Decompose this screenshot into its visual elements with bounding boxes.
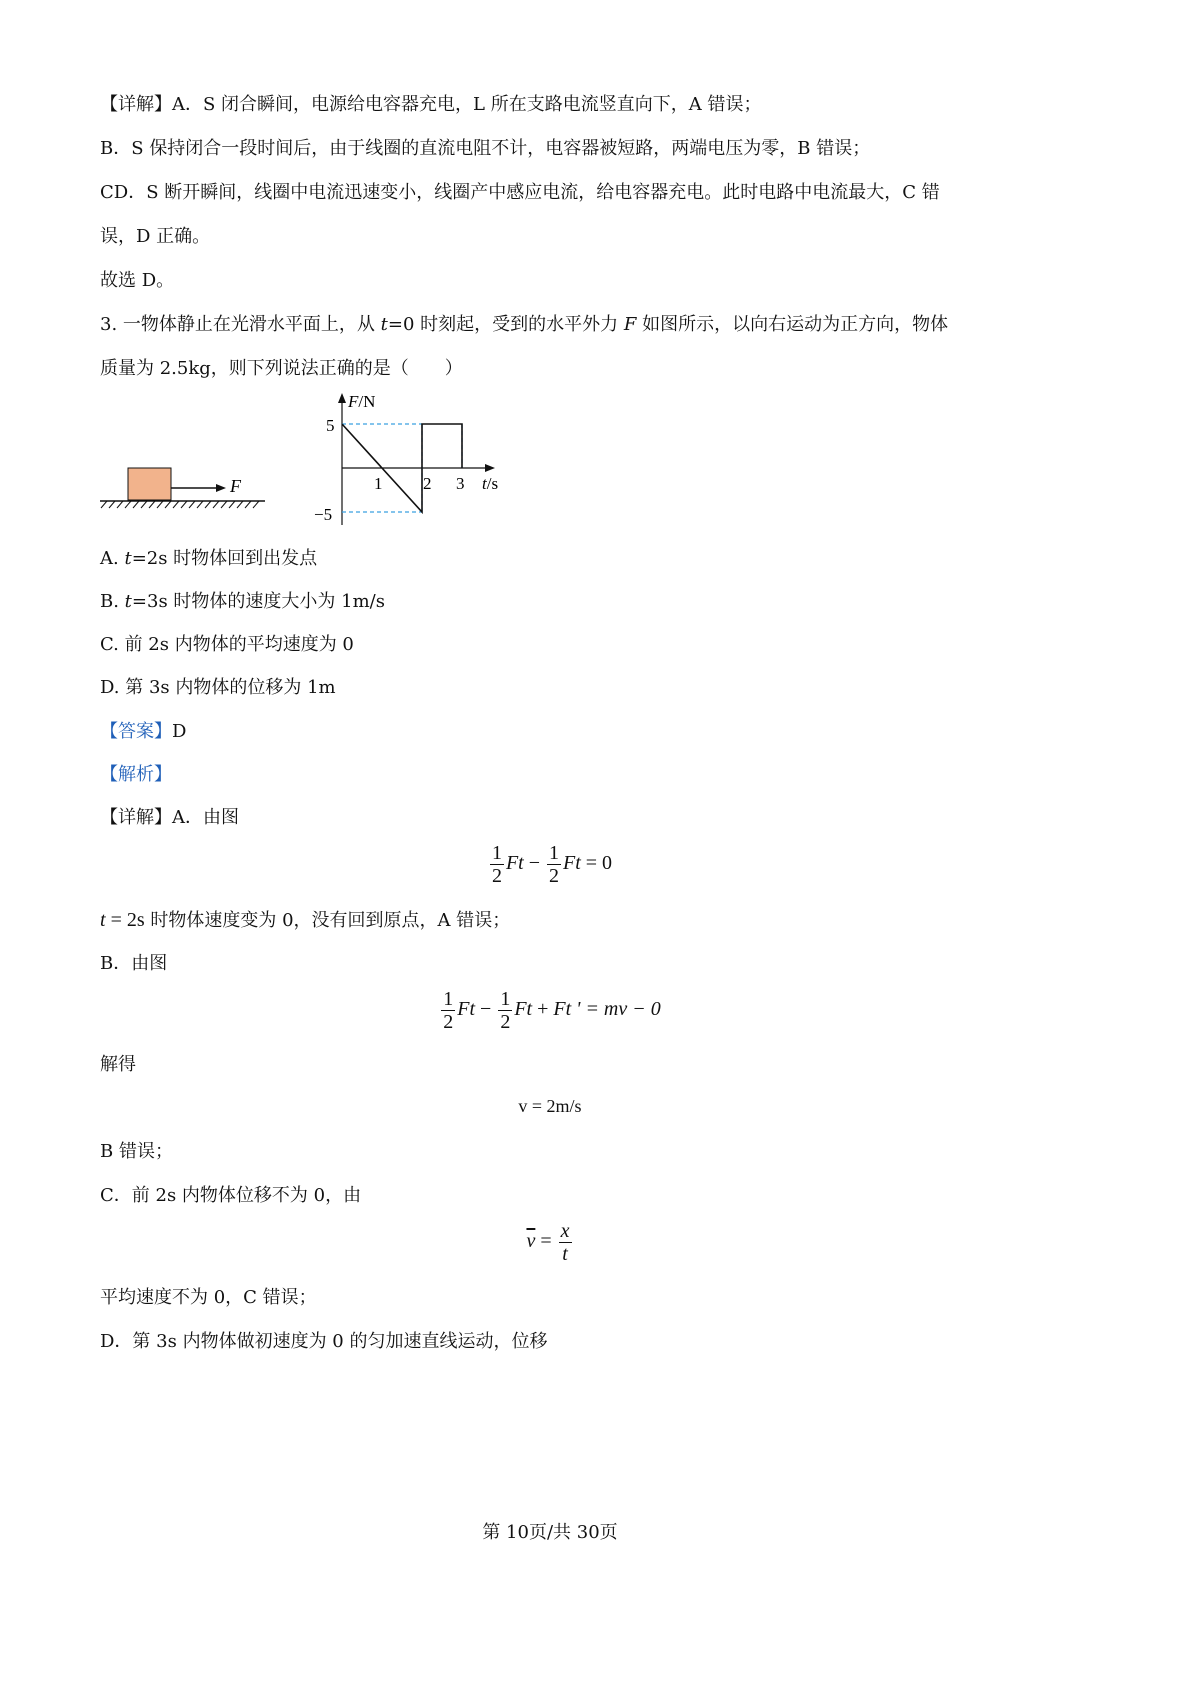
fraction-x-over-t: $\frac{x}{t}$ [560,1220,570,1265]
solution-b-intro: B．由图 [100,953,168,974]
y-tick-neg5: −5 [314,505,333,524]
equation-c: $\overline{v}$ = $\frac{x}{t}$ [526,1220,570,1265]
fraction-half: $\frac{1}{2}$ [500,988,511,1033]
solution-b-result: B 错误； [100,1141,173,1162]
ground-hatch [101,501,259,508]
x-tick-3: 3 [456,474,465,493]
option-d: D. 第 3s 内物体的位移为 1m [100,677,336,698]
stem-var-t: t [380,314,388,335]
force-time-graph [300,385,515,535]
y-tick-5: 5 [326,416,335,435]
option-b-label: B. [100,591,125,612]
option-b-var: t [124,591,132,612]
answer-value: D [172,721,187,742]
velocity-result: v = 2m/s [518,1096,582,1116]
force-arrow-head [216,484,226,492]
question-stem-line1 [100,313,948,337]
x-tick-1: 1 [374,474,383,493]
option-a-label: A. [100,548,125,569]
option-a-text: =2s 时物体回到出发点 [131,548,318,569]
block-diagram [95,455,275,515]
result-text: 时物体速度变为 0，没有回到原点，A 错误； [144,910,511,931]
result-var-t: t [100,909,106,931]
solution-d-intro: D．第 3s 内物体做初速度为 0 的匀加速直线运动，位移 [100,1331,548,1352]
v-bar: $\overline{v}$ [526,1230,536,1253]
stem-text-c: 如图所示，以向右运动为正方向，物体 [636,314,949,335]
y-axis-label: F/N [348,392,376,411]
solution-a-intro: 【详解】A．由图 [100,807,239,828]
solution-c-intro: C．前 2s 内物体位移不为 0，由 [100,1185,362,1206]
stem-text-b: =0 时刻起，受到的水平外力 [387,314,624,335]
option-c: C. 前 2s 内物体的平均速度为 0 [100,634,354,655]
x-tick-2: 2 [423,474,432,493]
prev-detail-cd-line2: 误，D 正确。 [100,226,211,247]
question-stem-line2: 质量为 2.5kg，则下列说法正确的是（ ） [100,358,463,379]
y-axis-arrow [338,393,346,403]
option-a [100,547,317,571]
fraction-half: $\frac{1}{2}$ [443,988,454,1033]
option-b-text: =3s 时物体的速度大小为 1m/s [131,591,385,612]
solve-label: 解得 [100,1054,136,1075]
stem-text-a: 3. 一物体静止在光滑水平面上，从 [100,314,381,335]
prev-choose: 故选 D。 [100,270,175,291]
solution-c-result: 平均速度不为 0，C 错误； [100,1287,317,1308]
equation-b: $\frac{1}{2}$ Ft − $\frac{1}{2}$ Ft + Ft ' = mv − 0 [443,988,661,1033]
prev-detail-cd-line1: CD．S 断开瞬间，线圈中电流迅速变小，线圈产中感应电流，给电容器充电。此时电路中电流最大，C 错 [100,182,940,203]
answer-tag: 【答案】 [100,721,172,742]
prev-detail-a: 【详解】A．S 闭合瞬间，电源给电容器充电，L 所在支路电流竖直向下，A 错误； [100,94,762,115]
block [128,468,171,500]
fraction-half: $\frac{1}{2}$ [549,842,559,887]
stem-var-f: F [623,314,637,335]
solution-a-result [100,908,510,933]
block-force-label: F [230,476,241,496]
page-footer: 第 10页/共 30页 [482,1522,618,1543]
analysis-tag: 【解析】 [100,764,172,785]
fraction-half: $\frac{1}{2}$ [491,842,502,887]
x-axis-label: t/s [482,474,499,493]
equation-a: $\frac{1}{2}$ Ft − $\frac{1}{2}$ Ft = 0 [491,842,613,887]
option-a-var: t [124,548,132,569]
answer-line [100,720,186,744]
x-axis-arrow [485,464,495,472]
result-eq: = 2s [105,909,145,931]
prev-detail-b: B．S 保持闭合一段时间后，由于线圈的直流电阻不计，电容器被短路，两端电压为零，B 错误； [100,138,871,159]
option-b [100,590,385,614]
